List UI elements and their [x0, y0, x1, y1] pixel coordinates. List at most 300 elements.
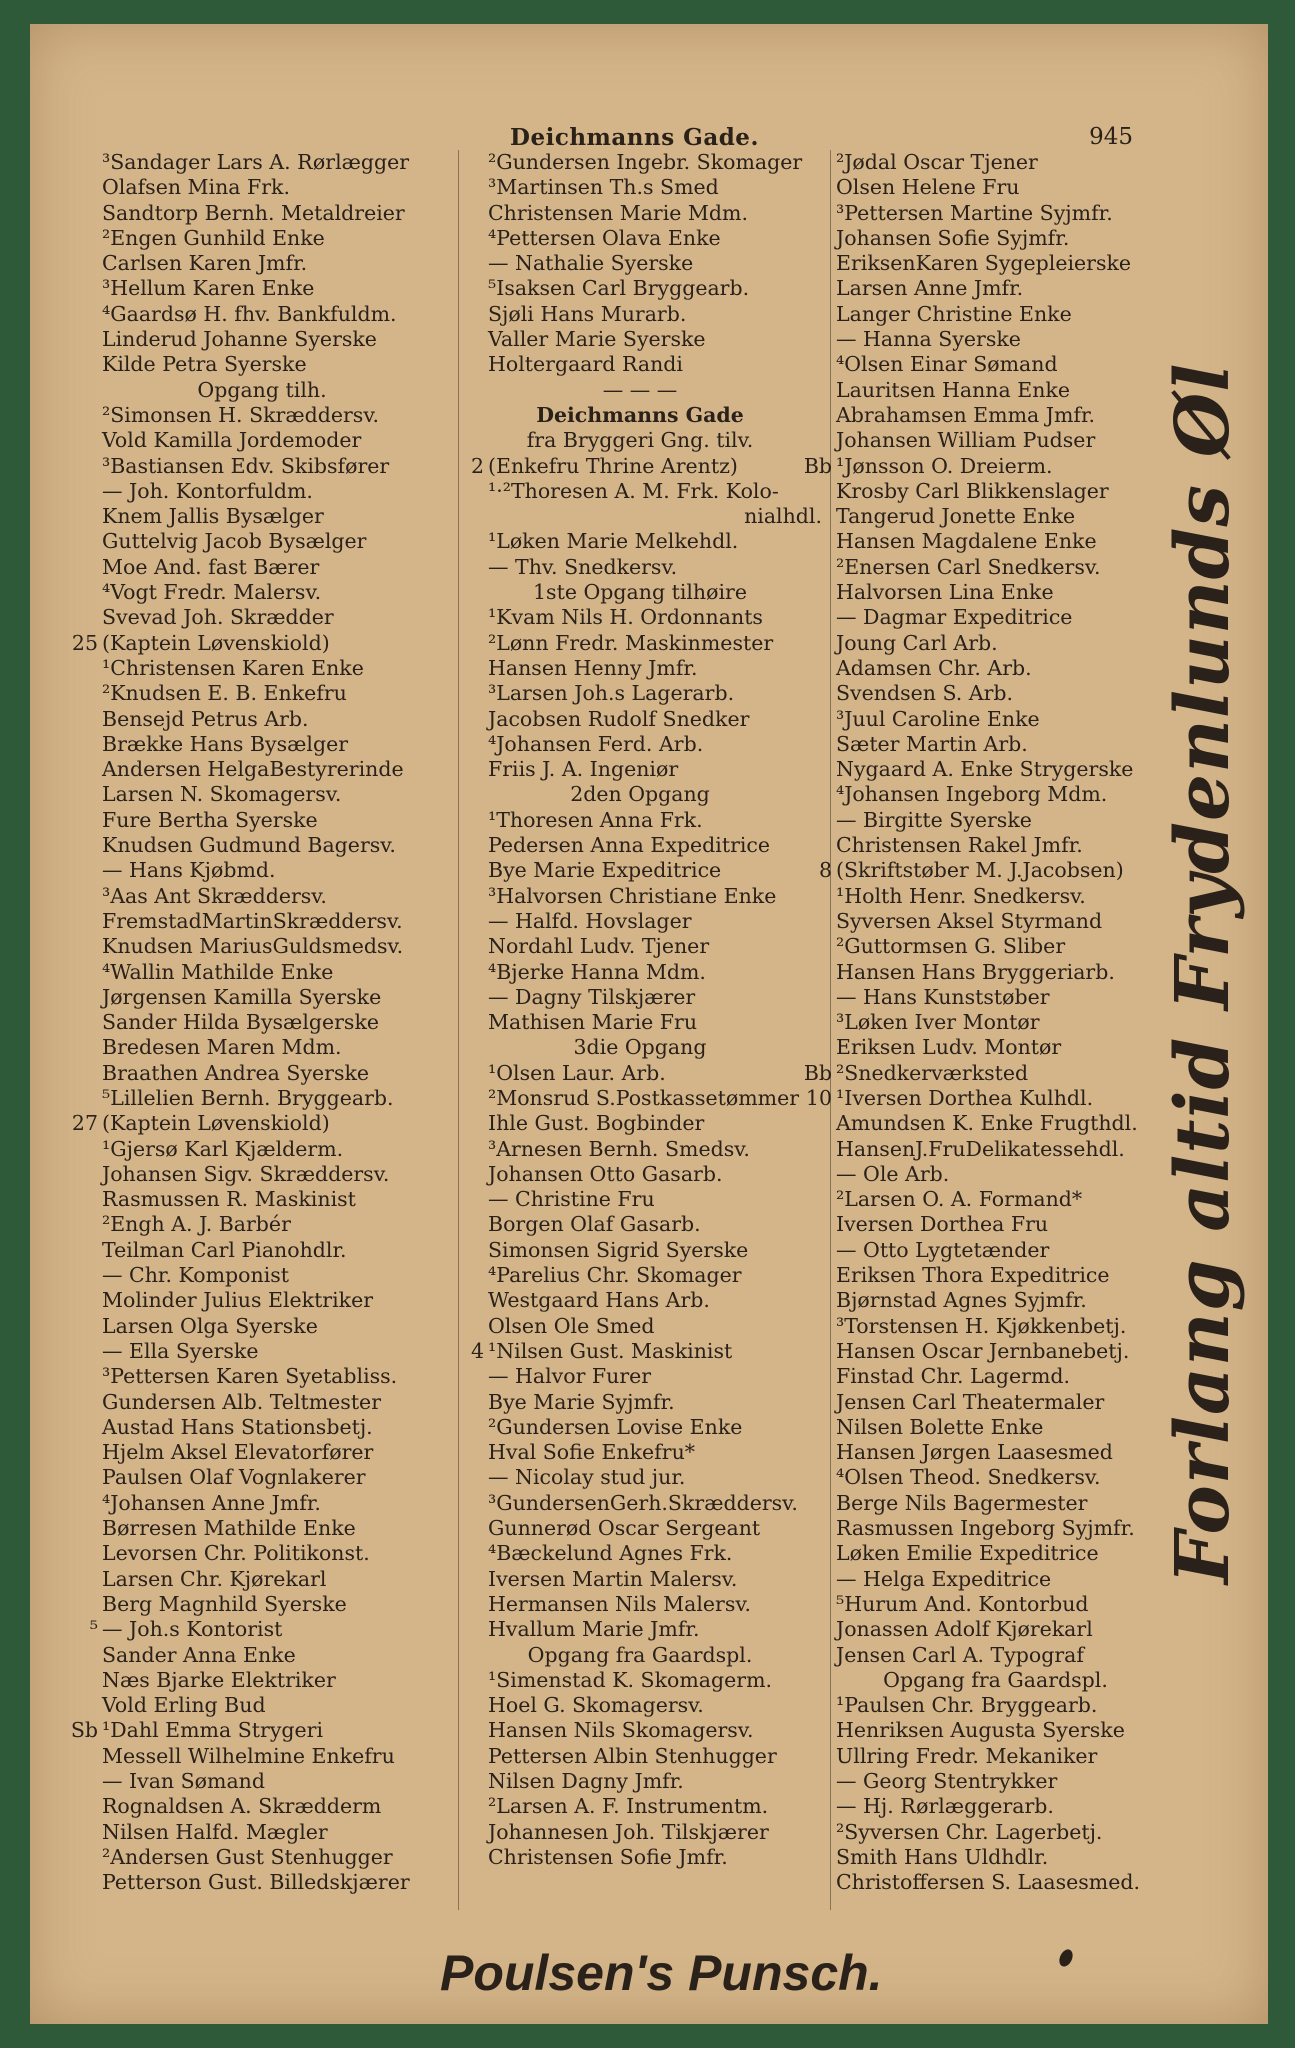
entry-text: (Enkefru Thrine Arentz) — [488, 453, 738, 478]
directory-entry — [64, 403, 460, 428]
directory-entry — [798, 1592, 1193, 1617]
directory-entry — [450, 1541, 830, 1566]
entry-text: Syversen Aksel Styrmand — [836, 908, 1103, 933]
directory-entry — [798, 631, 1193, 656]
entry-text: Johansen William Pudser — [836, 428, 1096, 453]
directory-entry — [798, 529, 1193, 554]
entry-text: ²Simonsen H. Skræddersv. — [102, 402, 379, 427]
directory-entry — [64, 808, 460, 833]
entry-text: Nygaard A. Enke Strygerske — [836, 757, 1134, 782]
entry-text: Opgang fra Gaardspl. — [883, 1667, 1108, 1692]
house-number: 8 — [818, 858, 832, 883]
entry-text: Carlsen Karen Jmfr. — [102, 251, 308, 276]
directory-entry — [450, 150, 830, 175]
directory-entry — [64, 428, 460, 453]
entry-text: ²Gundersen Ingebr. Skomager — [488, 150, 803, 174]
entry-text: ³Pettersen Karen Syetabliss. — [102, 1364, 398, 1389]
directory-entry — [64, 251, 460, 276]
directory-entry — [64, 884, 460, 909]
directory-entry — [798, 580, 1193, 605]
entry-text: (Kaptein Løvenskiold) — [102, 630, 330, 655]
directory-entry — [64, 1339, 460, 1364]
entry-text: Friis J. A. Ingeniør — [488, 757, 679, 782]
entry-text: ¹Løken Marie Melkehdl. — [488, 529, 739, 554]
entry-text: Jørgensen Kamilla Syerske — [102, 984, 382, 1009]
directory-entry — [450, 1693, 830, 1718]
entry-text: Bye Marie Syjmfr. — [488, 1389, 675, 1414]
entry-text: Bredesen Maren Mdm. — [102, 1035, 342, 1060]
directory-entry — [450, 1794, 830, 1819]
directory-entry — [798, 1415, 1193, 1440]
directory-entry — [64, 1086, 460, 1111]
entry-text: ²Knudsen E. B. Enkefru — [102, 681, 347, 706]
directory-entry — [798, 1744, 1193, 1769]
directory-entry — [64, 555, 460, 580]
entry-text: ⁴Gaardsø H. fhv. Bankfuldm. — [102, 301, 397, 326]
entry-text: ²Andersen Gust Stenhugger — [102, 1844, 393, 1869]
directory-entry — [798, 1086, 1193, 1111]
entry-text: Adamsen Chr. Arb. — [836, 655, 1032, 680]
house-number: Bb — [803, 1060, 832, 1085]
entry-text: — Ole Arb. — [836, 1161, 950, 1186]
entry-text: Abrahamsen Emma Jmfr. — [836, 402, 1096, 427]
entry-text: Teilman Carl Pianohdlr. — [102, 1237, 347, 1262]
house-number: 10 — [805, 1085, 832, 1110]
entry-text: Rasmussen R. Maskinist — [102, 1187, 356, 1212]
directory-entry — [450, 378, 830, 403]
directory-entry — [450, 934, 830, 959]
directory-entry — [450, 1465, 830, 1490]
directory-entry — [450, 454, 830, 479]
entry-text: Deichmanns Gade — [536, 402, 744, 427]
directory-entry — [64, 276, 460, 301]
directory-entry — [450, 1491, 830, 1516]
entry-text: ⁵Hurum And. Kontorbud — [836, 1591, 1089, 1616]
entry-text: Jensen Carl A. Typograf — [836, 1642, 1084, 1667]
entry-text: Nilsen Dagny Jmfr. — [488, 1769, 684, 1793]
directory-entry — [798, 1390, 1193, 1415]
entry-text: Hjelm Aksel Elevatorfører — [102, 1440, 374, 1465]
directory-entry — [64, 201, 460, 226]
directory-entry — [64, 1035, 460, 1060]
directory-entry — [798, 960, 1193, 985]
entry-text: Sæter Martin Arb. — [836, 731, 1028, 756]
entry-text: 3die Opgang — [573, 1035, 707, 1060]
directory-entry — [798, 327, 1193, 352]
entry-text: Bjørnstad Agnes Syjmfr. — [836, 1288, 1087, 1313]
entry-text: ²Guttormsen G. Sliber — [836, 934, 1066, 959]
directory-entry — [450, 656, 830, 681]
directory-entry — [64, 327, 460, 352]
entry-text: Valler Marie Syerske — [488, 327, 706, 352]
entry-text: — Hans Kunststøber — [836, 984, 1050, 1009]
entry-text: ⁴Wallin Mathilde Enke — [102, 959, 334, 984]
directory-entry — [798, 858, 1193, 883]
directory-entry — [798, 1010, 1193, 1035]
directory-entry — [450, 631, 830, 656]
directory-entry — [450, 276, 830, 301]
directory-entry — [64, 1744, 460, 1769]
directory-entry — [64, 656, 460, 681]
directory-entry — [64, 1212, 460, 1237]
directory-entry — [798, 1491, 1193, 1516]
entry-text: — Helga Expeditrice — [836, 1566, 1052, 1591]
directory-entry — [450, 479, 830, 504]
directory-entry — [450, 1390, 830, 1415]
entry-text: Gundersen Alb. Teltmester — [102, 1389, 381, 1414]
entry-text: ³Halvorsen Christiane Enke — [488, 883, 777, 908]
directory-entry — [798, 934, 1193, 959]
directory-entry — [450, 1263, 830, 1288]
entry-text: ²Snedkerværksted — [836, 1060, 1029, 1085]
entry-text: Westgaard Hans Arb. — [488, 1288, 710, 1313]
directory-entry — [64, 757, 460, 782]
entry-text: ¹Gjersø Karl Kjælderm. — [102, 1136, 344, 1161]
house-number: Bb — [803, 453, 832, 478]
entry-text: Olsen Helene Fru — [836, 175, 1020, 200]
entry-text: — Thv. Snedkersv. — [488, 554, 678, 579]
entry-text: FremstadMartinSkræddersv. — [102, 908, 403, 933]
entry-text: 2den Opgang — [570, 782, 710, 807]
entry-text: Jonassen Adolf Kjørekarl — [836, 1617, 1093, 1642]
directory-entry — [64, 1263, 460, 1288]
directory-entry — [450, 960, 830, 985]
directory-entry — [798, 251, 1193, 276]
entry-text: Simonsen Sigrid Syerske — [488, 1237, 749, 1262]
entry-text: ¹Kvam Nils H. Ordonnants — [488, 605, 763, 630]
entry-text: ⁴Johansen Ferd. Arb. — [488, 731, 704, 756]
street-title: Deichmanns Gade. — [510, 124, 759, 151]
directory-entry — [450, 226, 830, 251]
directory-entry — [798, 555, 1193, 580]
directory-entry — [798, 1820, 1193, 1845]
entry-text: Knudsen Gudmund Bagersv. — [102, 833, 396, 858]
directory-entry — [798, 1541, 1193, 1566]
entry-text: EriksenKaren Sygepleierske — [836, 251, 1132, 276]
directory-entry — [64, 1668, 460, 1693]
entry-text: ³Pettersen Martine Syjmfr. — [836, 200, 1113, 225]
directory-entry — [798, 378, 1193, 403]
directory-entry — [798, 201, 1193, 226]
entry-text: Christensen Rakel Jmfr. — [836, 833, 1083, 858]
entry-text: Krosby Carl Blikkenslager — [836, 478, 1109, 503]
entry-text: Opgang fra Gaardspl. — [527, 1642, 753, 1667]
entry-text: Hansen Magdalene Enke — [836, 529, 1097, 554]
ink-blot — [1057, 1947, 1075, 1968]
entry-text: ²Gundersen Lovise Enke — [488, 1414, 743, 1439]
entry-text: Halvorsen Lina Enke — [836, 580, 1054, 605]
directory-entry — [64, 150, 460, 175]
footer-advertisement: Poulsen's Punsch. — [440, 1945, 883, 2001]
directory-entry — [798, 1567, 1193, 1592]
entry-text: ⁴Johansen Anne Jmfr. — [102, 1490, 321, 1515]
directory-entry — [798, 681, 1193, 706]
directory-page — [30, 24, 1268, 2024]
directory-entry — [64, 1288, 460, 1313]
entry-text: — Dagmar Expeditrice — [836, 605, 1073, 630]
directory-entry — [798, 1035, 1193, 1060]
directory-entry — [450, 1769, 830, 1794]
entry-text: HansenJ.FruDelikatessehdl. — [836, 1136, 1125, 1161]
entry-text: ¹·²Thoresen A. M. Frk. Kolo- — [488, 478, 779, 503]
directory-entry — [798, 1314, 1193, 1339]
directory-entry — [798, 504, 1193, 529]
directory-entry — [798, 175, 1193, 200]
entry-text: — Ella Syerske — [102, 1338, 259, 1363]
directory-entry — [64, 1491, 460, 1516]
directory-entry — [450, 605, 830, 630]
entry-text: Larsen Anne Jmfr. — [836, 276, 1024, 301]
directory-entry — [64, 1061, 460, 1086]
entry-text: Amundsen K. Enke Frugthdl. — [836, 1111, 1138, 1136]
directory-entry — [798, 605, 1193, 630]
directory-entry — [798, 1339, 1193, 1364]
directory-entry — [450, 707, 830, 732]
entry-text: — Halvor Furer — [488, 1364, 652, 1389]
directory-entry — [64, 1440, 460, 1465]
entry-text: Knudsen MariusGuldsmedsv. — [102, 934, 404, 959]
entry-text: Austad Hans Stationsbetj. — [102, 1414, 373, 1439]
directory-entry — [798, 1769, 1193, 1794]
entry-text: Bye Marie Expeditrice — [488, 858, 722, 883]
entry-text: Gunnerød Oscar Sergeant — [488, 1516, 761, 1541]
directory-entry — [450, 1718, 830, 1743]
directory-entry — [450, 1845, 830, 1870]
directory-entry — [798, 1668, 1193, 1693]
entry-text: nialhdl. — [744, 504, 822, 529]
directory-entry — [64, 707, 460, 732]
entry-text: Guttelvig Jacob Bysælger — [102, 529, 367, 554]
entry-text: Løken Emilie Expeditrice — [836, 1541, 1099, 1566]
directory-entry — [64, 782, 460, 807]
directory-entry — [798, 1440, 1193, 1465]
entry-text: ³Aas Ant Skræddersv. — [102, 883, 327, 908]
directory-entry — [64, 1870, 460, 1895]
directory-entry — [64, 1415, 460, 1440]
entry-text: Pettersen Albin Stenhugger — [488, 1743, 777, 1768]
directory-entry — [450, 352, 830, 377]
entry-text: Vold Kamilla Jordemoder — [102, 428, 362, 453]
directory-entry — [64, 504, 460, 529]
directory-entry — [798, 732, 1193, 757]
entry-text: ²Larsen O. A. Formand* — [836, 1187, 1083, 1212]
directory-entry — [450, 1314, 830, 1339]
entry-text: — Joh. Kontorfuldm. — [102, 478, 313, 503]
entry-text: ³Juul Caroline Enke — [836, 706, 1040, 731]
house-number: 27 — [71, 1111, 98, 1136]
entry-text: — Nicolay stud jur. — [488, 1465, 686, 1490]
entry-text: ³Sandager Lars A. Rørlægger — [102, 150, 410, 174]
entry-text: Christensen Marie Mdm. — [488, 200, 748, 225]
entry-text: Hoel G. Skomagersv. — [488, 1693, 704, 1718]
entry-text: ²Enersen Carl Snedkersv. — [836, 554, 1101, 579]
entry-text: Christoffersen S. Laasesmed. — [836, 1870, 1140, 1895]
entry-text: Sander Anna Enke — [102, 1642, 296, 1667]
directory-entry — [450, 782, 830, 807]
entry-text: Nilsen Halfd. Mægler — [102, 1819, 328, 1844]
entry-text: Johansen Otto Gasarb. — [488, 1161, 723, 1186]
directory-entry — [798, 1061, 1193, 1086]
entry-text: Næs Bjarke Elektriker — [102, 1667, 336, 1692]
entry-text: ⁵Lillelien Bernh. Bryggearb. — [102, 1085, 394, 1110]
directory-entry — [798, 1212, 1193, 1237]
entry-text: ³Torstensen H. Kjøkkenbetj. — [836, 1313, 1127, 1338]
entry-text: Olsen Ole Smed — [488, 1313, 655, 1338]
entry-text: Borgen Olaf Gasarb. — [488, 1212, 701, 1237]
directory-entry — [450, 1162, 830, 1187]
directory-entry — [450, 1010, 830, 1035]
directory-entry — [450, 428, 830, 453]
directory-entry — [64, 1617, 460, 1642]
directory-entry — [798, 1111, 1193, 1136]
directory-entry — [798, 1238, 1193, 1263]
directory-entry — [64, 1137, 460, 1162]
directory-entry — [798, 302, 1193, 327]
directory-entry — [450, 1212, 830, 1237]
directory-entry — [64, 1390, 460, 1415]
directory-entry — [798, 1288, 1193, 1313]
entry-text: Svevad Joh. Skrædder — [102, 605, 334, 630]
entry-text: ⁴Olsen Theod. Snedkersv. — [836, 1465, 1101, 1490]
directory-entry — [450, 681, 830, 706]
directory-entry — [450, 1744, 830, 1769]
directory-entry — [798, 352, 1193, 377]
side-advertisement: Forlang altid Frydenlunds Øl — [1160, 362, 1246, 1584]
entry-text: ²Jødal Oscar Tjener — [836, 150, 1038, 174]
directory-entry — [798, 1137, 1193, 1162]
entry-text: ⁴Johansen Ingeborg Mdm. — [836, 782, 1108, 807]
directory-entry — [798, 1364, 1193, 1389]
entry-text: ²Lønn Fredr. Maskinmester — [488, 630, 774, 655]
entry-text: — Ivan Sømand — [102, 1769, 266, 1793]
directory-entry — [798, 1263, 1193, 1288]
entry-text: ³Martinsen Th.s Smed — [488, 175, 719, 200]
page-header — [30, 94, 1268, 151]
directory-entry — [450, 1643, 830, 1668]
directory-entry — [64, 454, 460, 479]
directory-entry — [450, 1567, 830, 1592]
directory-entry — [450, 504, 830, 529]
directory-entry — [798, 707, 1193, 732]
directory-entry — [450, 732, 830, 757]
entry-text: Hansen Nils Skomagersv. — [488, 1718, 754, 1743]
directory-entry — [798, 1870, 1193, 1895]
column-3 — [798, 150, 1193, 1895]
entry-text: Larsen N. Skomagersv. — [102, 782, 342, 807]
entry-text: Børresen Mathilde Enke — [102, 1516, 356, 1541]
entry-text: ²Engh A. J. Barbér — [102, 1212, 291, 1237]
entry-text: ⁴Bæckelund Agnes Frk. — [488, 1541, 733, 1566]
directory-entry — [64, 352, 460, 377]
entry-text: Hansen Henny Jmfr. — [488, 655, 698, 680]
entry-text: Iversen Martin Malersv. — [488, 1566, 738, 1591]
entry-text: Vold Erling Bud — [102, 1693, 266, 1718]
directory-entry — [450, 1668, 830, 1693]
entry-text: — — — — [602, 377, 678, 402]
entry-text: Smith Hans Uldhdlr. — [836, 1844, 1049, 1869]
entry-text: ²Syversen Chr. Lagerbetj. — [836, 1819, 1103, 1844]
entry-text: — Christine Fru — [488, 1187, 655, 1212]
entry-text: Ullring Fredr. Mekaniker — [836, 1743, 1098, 1768]
entry-text: Messell Wilhelmine Enkefru — [102, 1743, 395, 1768]
entry-text: Paulsen Olaf Vognlakerer — [102, 1465, 366, 1490]
directory-entry — [64, 1592, 460, 1617]
directory-entry — [450, 327, 830, 352]
directory-entry — [798, 276, 1193, 301]
entry-text: Svendsen S. Arb. — [836, 681, 1014, 706]
entry-text: Sander Hilda Bysælgerske — [102, 1010, 380, 1035]
entry-text: Langer Christine Enke — [836, 301, 1072, 326]
entry-text: — Dagny Tilskjærer — [488, 984, 696, 1009]
directory-entry — [64, 1820, 460, 1845]
directory-entry — [798, 656, 1193, 681]
directory-entry — [450, 884, 830, 909]
house-number: 2 — [470, 453, 484, 478]
directory-entry — [64, 681, 460, 706]
entry-text: ¹Nilsen Gust. Maskinist — [488, 1338, 733, 1363]
entry-text: Johansen Sigv. Skræddersv. — [102, 1161, 390, 1186]
directory-entry — [64, 175, 460, 200]
entry-text: Larsen Olga Syerske — [102, 1313, 318, 1338]
entry-text: — Halfd. Hovslager — [488, 908, 692, 933]
house-number: 25 — [71, 630, 98, 655]
entry-text: ²Engen Gunhild Enke — [102, 225, 325, 250]
directory-entry — [64, 1516, 460, 1541]
entry-text: ¹Iversen Dorthea Kulhdl. — [836, 1085, 1094, 1110]
entry-text: Johansen Sofie Syjmfr. — [836, 225, 1070, 250]
directory-entry — [64, 1314, 460, 1339]
entry-text: — Hj. Rørlæggerarb. — [836, 1794, 1054, 1819]
directory-entry — [450, 175, 830, 200]
entry-text: Johannesen Joh. Tilskjærer — [488, 1819, 769, 1844]
directory-entry — [450, 1617, 830, 1642]
directory-entry — [64, 631, 460, 656]
directory-entry — [798, 782, 1193, 807]
entry-text: Sjøli Hans Murarb. — [488, 301, 687, 326]
entry-text: Finstad Chr. Lagermd. — [836, 1364, 1071, 1389]
entry-text: ³Larsen Joh.s Lagerarb. — [488, 681, 735, 706]
directory-entry — [64, 1567, 460, 1592]
directory-entry — [450, 1592, 830, 1617]
entry-text: 1ste Opgang tilhøire — [533, 580, 747, 605]
directory-entry — [450, 580, 830, 605]
entry-text: Berge Nils Bagermester — [836, 1490, 1088, 1515]
directory-entry — [450, 1238, 830, 1263]
entry-text: ¹Paulsen Chr. Bryggearb. — [836, 1693, 1098, 1718]
entry-text: Mathisen Marie Fru — [488, 1010, 698, 1035]
directory-entry — [798, 884, 1193, 909]
directory-entry — [450, 808, 830, 833]
directory-entry — [64, 479, 460, 504]
directory-entry — [450, 201, 830, 226]
house-number: ⁵ — [89, 1617, 98, 1642]
directory-entry — [64, 1794, 460, 1819]
entry-text: Lauritsen Hanna Enke — [836, 377, 1070, 402]
directory-entry — [450, 858, 830, 883]
entry-text: ³Løken Iver Montør — [836, 1010, 1040, 1035]
entry-text: Larsen Chr. Kjørekarl — [102, 1566, 327, 1591]
entry-text: Olafsen Mina Frk. — [102, 175, 290, 200]
entry-text: ¹Thoresen Anna Frk. — [488, 807, 703, 832]
directory-entry — [450, 1516, 830, 1541]
entry-text: ⁵Isaksen Carl Bryggearb. — [488, 276, 750, 301]
directory-entry — [450, 1061, 830, 1086]
directory-entry — [450, 1187, 830, 1212]
entry-text: ¹Jønsson O. Dreierm. — [836, 453, 1053, 478]
house-number: 4 — [470, 1338, 484, 1363]
entry-text: Berg Magnhild Syerske — [102, 1591, 347, 1616]
entry-text: Hval Sofie Enkefru* — [488, 1440, 696, 1465]
